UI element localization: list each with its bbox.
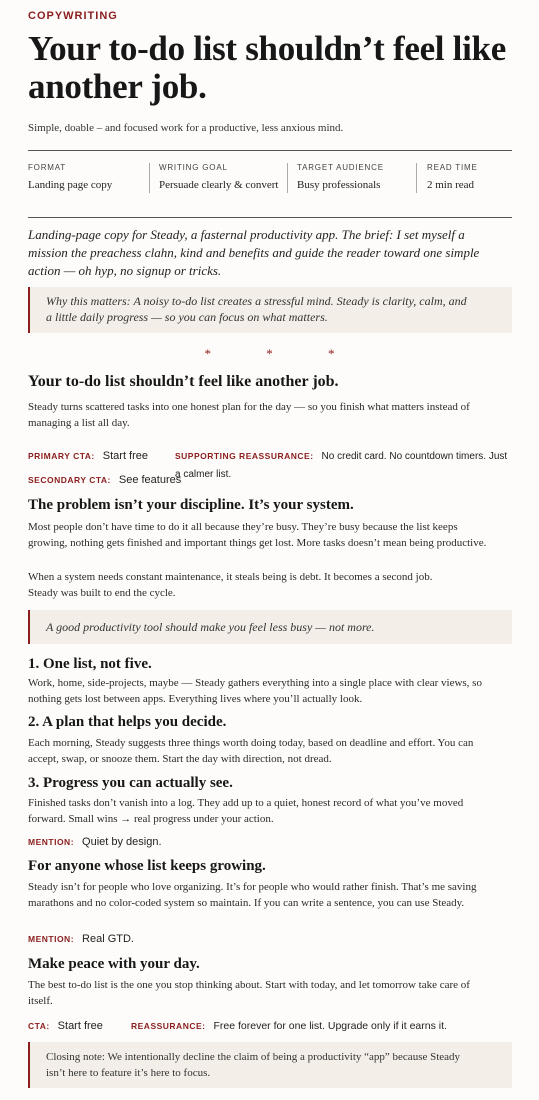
closing-cta [28, 1016, 103, 1034]
mention-label: MENTION: [28, 837, 75, 847]
cta-value: See features [118, 474, 182, 486]
cta-value: Start free [57, 1020, 103, 1032]
meta-label: READ TIME [427, 163, 478, 172]
cta-label: PRIMARY CTA: [28, 451, 95, 461]
meta-value: 2 min read [427, 179, 475, 191]
problem-body-1: Most people don’t have time to do it all because they’re busy. They’re busy because the list keeps growing, nothing gets finished and important things get lost. More tasks doesn’t mean being productive. [28, 521, 487, 549]
feature-heading: 1. One list, not five. [28, 656, 152, 672]
section-divider: * * * [204, 346, 361, 361]
meta-target-audience [297, 163, 417, 192]
supporting-reassurance [175, 446, 515, 482]
meta-label: TARGET AUDIENCE [297, 163, 384, 172]
meta-read-time [427, 163, 512, 192]
feature-heading: 3. Progress you can actually see. [28, 775, 233, 791]
meta-bar [28, 150, 512, 218]
meta-value: Landing page copy [28, 179, 113, 191]
closing-heading: Make peace with your day. [28, 956, 200, 972]
meta-format [28, 163, 148, 192]
mention-value: Quiet by design. [82, 836, 162, 848]
audience-body: Steady isn’t for people who love organizing. It’s for people who would rather finish. That’s me saving marathons and no color-coded system so maintain. If you can write a sentence, you can use Steady. [28, 881, 477, 909]
cta-label: SUPPORTING REASSURANCE: [175, 451, 314, 461]
mention-value: Real GTD. [82, 933, 134, 945]
hero-body: Steady turns scattered tasks into one honest plan for the day — so you finish what matters instead of managing a list all day. [28, 401, 470, 429]
page-subtitle: Simple, doable – and focused work for a productive, less anxious mind. [28, 122, 344, 134]
meta-value: Persuade clearly & convert [159, 179, 279, 191]
closing-body: The best to-do list is the one you stop thinking about. Start with today, and let tomorrow take care of itself. [28, 979, 470, 1007]
mention-label: MENTION: [28, 934, 75, 944]
feature-heading: 2. A plan that helps you decide. [28, 714, 227, 730]
mention-2 [28, 929, 134, 947]
meta-divider [149, 163, 150, 193]
cta-value: Free forever for one list. Upgrade only if it earns it. [213, 1020, 447, 1032]
intro-paragraph: Landing-page copy for Steady, a fasternal productivity app. The brief: I set myself a mission the preachess clahn, kind and benefits and guide the reader toward one simple action — oh hyp, no signup or tricks. [28, 227, 480, 278]
hero-heading: Your to-do list shouldn’t feel like another job. [28, 373, 339, 390]
problem-body-2: When a system needs constant maintenance, it steals being is debt. It becomes a second job. Steady was built to end the cycle. [28, 571, 433, 599]
feature-body: Finished tasks don’t vanish into a log. They add up to a quiet, honest record of what you’ve moved forward. Small wins → real progress under your action. [28, 797, 464, 825]
quote-callout: A good productivity tool should make you feel less busy — not more. [28, 610, 512, 644]
meta-divider [287, 163, 288, 193]
feature-body: Each morning, Steady suggests three things worth doing today, based on deadline and effort. You can accept, swap, or snooze them. Start the day with direction, not dread. [28, 737, 474, 765]
meta-label: WRITING GOAL [159, 163, 228, 172]
meta-label: FORMAT [28, 163, 66, 172]
meta-writing-goal [159, 163, 279, 192]
feature-body: Work, home, side-projects, maybe — Steady gathers everything into a single place with clear views, so nothing gets lost between apps. Everything lives where you’ll actually look. [28, 677, 482, 705]
closing-note: Closing note: We intentionally decline the claim of being a productivity “app” because Steady isn’t here to feature it’s here to focus. [28, 1042, 512, 1088]
mention-1 [28, 832, 162, 850]
page-title: Your to-do list shouldn’t feel like another job. [28, 29, 506, 106]
closing-reassurance [131, 1016, 521, 1034]
cta-label: SECONDARY CTA: [28, 475, 111, 485]
why-callout: Why this matters: A noisy to-do list creates a stressful mind. Steady is clarity, calm, and a little daily progress — so you can focus on what matters. [28, 287, 512, 333]
primary-cta [28, 446, 148, 464]
category-kicker: COPYWRITING [28, 10, 118, 22]
secondary-cta [28, 470, 181, 488]
meta-value: Busy professionals [297, 179, 381, 191]
cta-label: CTA: [28, 1021, 50, 1031]
meta-divider [416, 163, 417, 193]
audience-heading: For anyone whose list keeps growing. [28, 858, 266, 874]
problem-heading: The problem isn’t your discipline. It’s your system. [28, 497, 354, 513]
cta-value: Start free [102, 450, 149, 462]
cta-label: REASSURANCE: [131, 1021, 206, 1031]
cta-value: No credit card. No countdown timers. Just a calmer list. [175, 451, 508, 480]
